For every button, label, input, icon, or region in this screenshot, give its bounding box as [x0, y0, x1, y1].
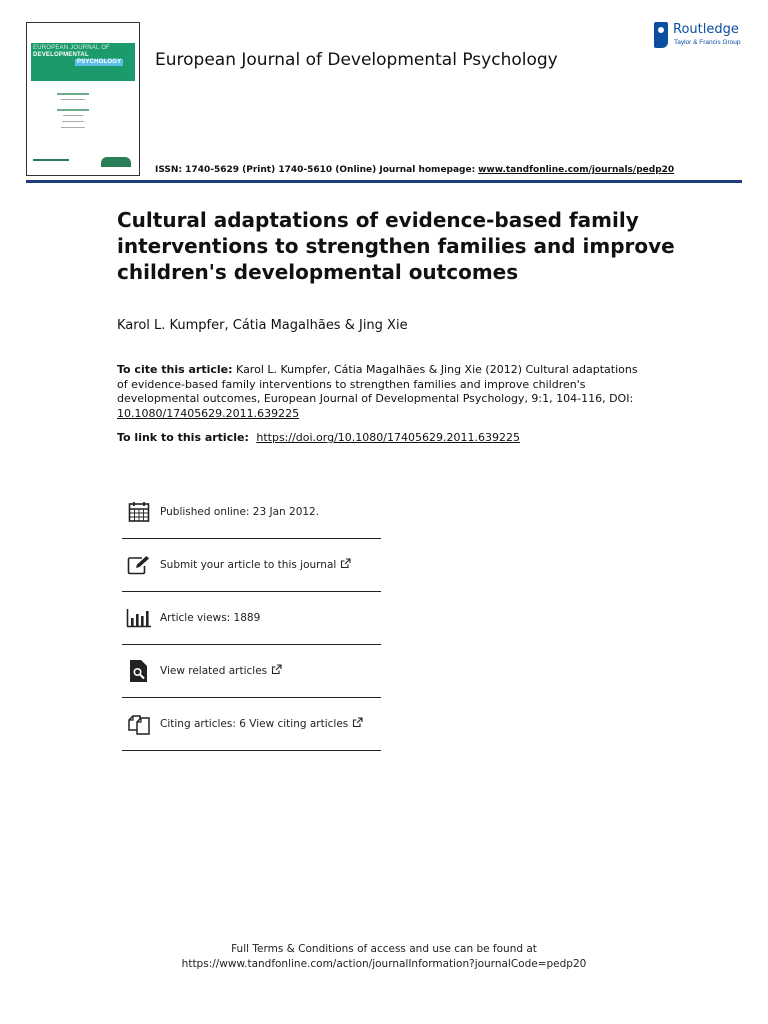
submit-article-label: Submit your article to this journal	[160, 559, 337, 571]
citing-articles-icon	[126, 711, 152, 737]
related-articles-text	[160, 664, 282, 678]
calendar-icon	[126, 499, 152, 525]
cover-decoration	[57, 109, 89, 111]
article-authors: Karol L. Kumpfer, Cátia Magalhães & Jing Xie	[117, 318, 408, 333]
submit-article-text	[160, 558, 351, 572]
article-link-block	[117, 431, 520, 444]
citation-text: Karol L. Kumpfer, Cátia Magalhães & Jing Xie (2012) Cultural adaptations of evidence-based family interventions to strengthen families and improve children's developmental outcomes, European Journal of Developmental Psychology, 9:1, 104-116, DOI:	[117, 363, 638, 405]
cover-decoration	[62, 121, 84, 122]
article-link-label: To link to this article:	[117, 431, 249, 444]
citing-articles-label: Citing articles: 6 View citing articles	[160, 718, 349, 730]
bar-chart-icon	[126, 605, 152, 631]
citation-block	[117, 363, 647, 421]
citation-doi-link[interactable]: 10.1080/17405629.2011.639225	[117, 406, 300, 420]
cover-decoration	[61, 99, 85, 100]
cover-title	[33, 45, 133, 66]
article-title: Cultural adaptations of evidence-based family interventions to strengthen families and improve children's developmental outcomes	[117, 208, 675, 284]
published-online-item	[122, 486, 381, 539]
terms-footer	[0, 942, 768, 972]
search-document-icon	[126, 658, 152, 684]
journal-cover-image	[26, 22, 140, 176]
external-link-icon	[340, 558, 351, 572]
article-views-item	[122, 592, 381, 645]
citation-label: To cite this article:	[117, 363, 233, 376]
citing-articles-text	[160, 717, 363, 731]
publisher-name: Routledge	[673, 22, 739, 37]
publisher-group: Taylor & Francis Group	[674, 39, 741, 46]
cover-title-line-3: PSYCHOLOGY	[77, 59, 122, 65]
cover-society-logo	[101, 157, 131, 167]
terms-footer-link[interactable]: https://www.tandfonline.com/action/journalInformation?journalCode=pedp20	[181, 958, 587, 970]
cover-title-line-2: DEVELOPMENTAL	[33, 52, 89, 58]
journal-homepage-link[interactable]: www.tandfonline.com/journals/pedp20	[478, 165, 675, 175]
external-link-icon	[352, 717, 363, 731]
issn-text: ISSN: 1740-5629 (Print) 1740-5610 (Online) Journal homepage:	[155, 165, 476, 175]
cover-decoration	[63, 115, 83, 116]
cover-title-line-1: EUROPEAN JOURNAL OF	[33, 45, 110, 51]
cover-publisher-logo	[33, 159, 69, 165]
terms-footer-line-1: Full Terms & Conditions of access and use can be found at	[231, 943, 537, 955]
publisher-logo	[654, 22, 754, 50]
published-online-text: Published online: 23 Jan 2012.	[160, 506, 320, 518]
article-views-text: Article views: 1889	[160, 612, 261, 624]
cover-decoration	[57, 93, 89, 95]
submit-article-item[interactable]	[122, 539, 381, 592]
cover-decoration	[61, 127, 85, 128]
article-doi-link[interactable]: https://doi.org/10.1080/17405629.2011.639225	[256, 431, 520, 444]
article-info-list	[122, 486, 381, 751]
issn-line	[155, 165, 674, 175]
journal-title: European Journal of Developmental Psychology	[155, 50, 558, 70]
edit-icon	[126, 552, 152, 578]
routledge-mark-icon	[654, 22, 668, 48]
external-link-icon	[271, 664, 282, 678]
header-divider	[26, 180, 742, 183]
citing-articles-item[interactable]	[122, 698, 381, 751]
related-articles-item[interactable]	[122, 645, 381, 698]
related-articles-label: View related articles	[160, 665, 268, 677]
